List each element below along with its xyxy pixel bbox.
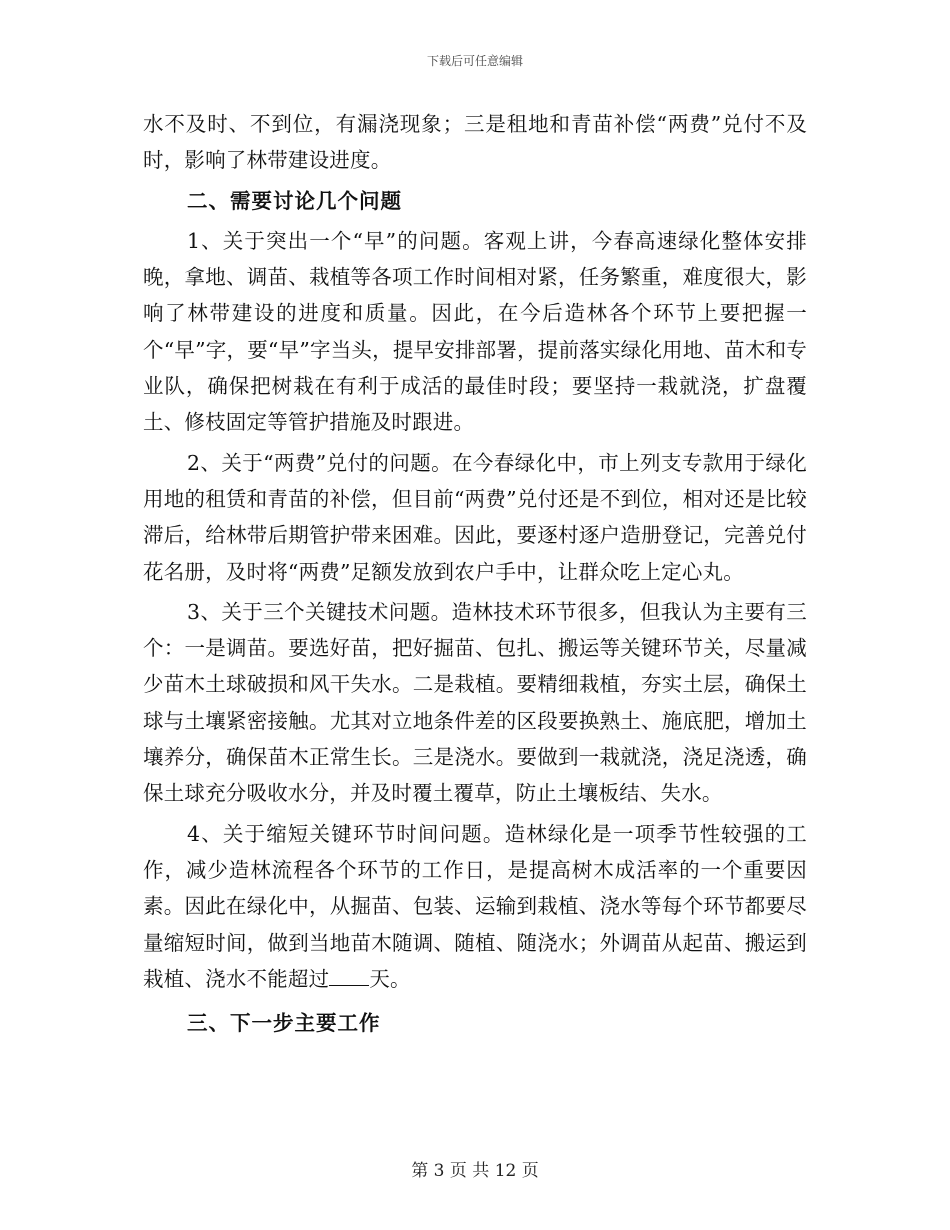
paragraph-item-4-text: 4、关于缩短关键环节时间问题。造林绿化是一项季节性较强的工作，减少造林流程各个环节的工作日，是提高树木成活率的一个重要因素。因此在绿化中，从掘苗、包装、运输到栽植、浇水等每个环节都要尽量缩短时间，做到当地苗木随调、随植、随浇水；外调苗从起苗、搬运到栽植、浇水不能超过	[143, 821, 807, 991]
section-heading-3: 三、下一步主要工作	[187, 1011, 381, 1036]
paragraph-item-4-end: 天。	[369, 966, 411, 991]
page-header-note: 下载后可任意编辑	[426, 54, 523, 68]
paragraph-item-3: 3、关于三个关键技术问题。造林技术环节很多，但我认为主要有三个：一是调苗。要选好苗，把好掘苗、包扎、搬运等关键环节关，尽量减少苗木土球破损和风干失水。二是栽植。要精细栽植，夯实土层，确保土球与土壤紧密接触。尤其对立地条件差的区段要换熟土、施底肥，增加土壤养分，确保苗木正常生长。三是浇水。要做到一栽就浇，浇足浇透，确保土球充分吸收水分，并及时覆土覆草，防止土壤板结、失水。	[143, 599, 807, 806]
paragraph-item-4	[143, 816, 807, 997]
paragraph-item-2: 2、关于“两费”兑付的问题。在今春绿化中，市上列支专款用于绿化用地的租赁和青苗的补偿，但目前“两费”兑付还是不到位，相对还是比较滞后，给林带后期管护带来困难。因此，要逐村逐户造册登记，完善兑付花名册，及时将“两费”足额发放到农户手中，让群众吃上定心丸。	[143, 450, 807, 584]
paragraph-item-1: 1、关于突出一个“早”的问题。客观上讲，今春高速绿化整体安排晚，拿地、调苗、栽植等各项工作时间相对紧，任务繁重，难度很大，影响了林带建设的进度和质量。因此，在今后造林各个环节上要把握一个“早”字，要“早”字当头，提早安排部署，提前落实绿化用地、苗木和专业队，确保把树栽在有利于成活的最佳时段；要坚持一栽就浇，扩盘覆土、修枝固定等管护措施及时跟进。	[143, 228, 807, 435]
paragraph-continuation: 水不及时、不到位，有漏浇现象；三是租地和青苗补偿“两费”兑付不及时，影响了林带建设进度。	[143, 112, 807, 173]
page-number: 第 3 页 共 12 页	[411, 1161, 539, 1181]
document-body	[143, 106, 807, 1041]
fill-in-blank	[329, 969, 369, 986]
section-heading-2: 二、需要讨论几个问题	[187, 188, 402, 213]
